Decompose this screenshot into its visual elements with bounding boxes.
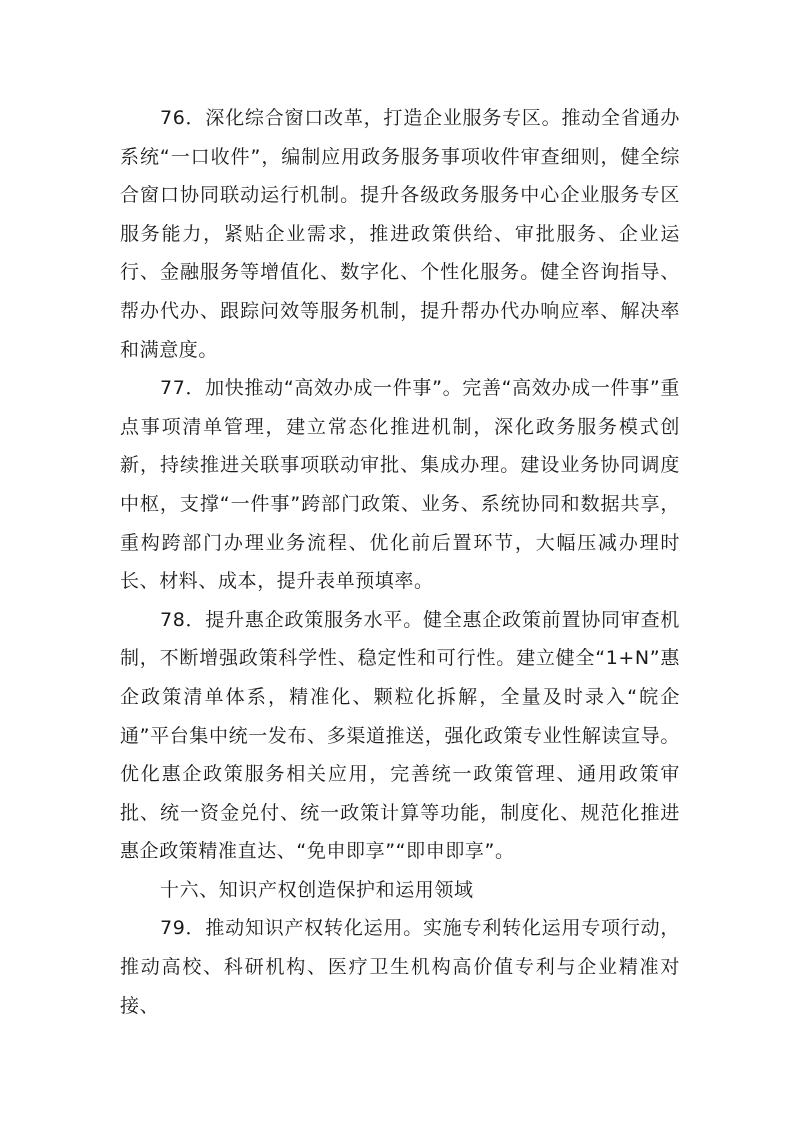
section-heading: 十六、知识产权创造保护和运用领域 (160, 878, 474, 901)
paragraph-78: 78．提升惠企政策服务水平。健全惠企政策前置协同审查机制，不断增强政策科学性、稳定性和可行性。建立健全“1+N”惠企政策清单体系，精准化、颗粒化拆解，全量及时录入“皖企通”平台集中统一发布、多渠道推送，强化政策专业性解读宣导。优化惠企政策服务相关应用，完善统一政策管理、通用政策审批、统一资金兑付、统一政策计算等功能，制度化、规范化推进惠企政策精准直达、“免申即享”“即申即享”。 (120, 608, 680, 863)
document-body (120, 99, 680, 1025)
paragraph-77: 77．加快推动“高效办成一件事”。完善“高效办成一件事”重点事项清单管理，建立常态化推进机制，深化政务服务模式创新，持续推进关联事项联动审批、集成办理。建设业务协同调度中枢，支撑“一件事”跨部门政策、业务、系统协同和数据共享，重构跨部门办理业务流程、优化前后置环节，大幅压减办理时长、材料、成本，提升表单预填率。 (120, 377, 680, 593)
paragraph-76: 76．深化综合窗口改革，打造企业服务专区。推动全省通办系统“一口收件”，编制应用政务服务事项收件审查细则，健全综合窗口协同联动运行机制。提升各级政务服务中心企业服务专区服务能力，紧贴企业需求，推进政策供给、审批服务、企业运行、金融服务等增值化、数字化、个性化服务。健全咨询指导、帮办代办、跟踪问效等服务机制，提升帮办代办响应率、解决率和满意度。 (120, 107, 680, 361)
paragraph-79: 79．推动知识产权转化运用。实施专利转化运用专项行动，推动高校、科研机构、医疗卫生机构高价值专利与企业精准对接、 (120, 917, 680, 1017)
